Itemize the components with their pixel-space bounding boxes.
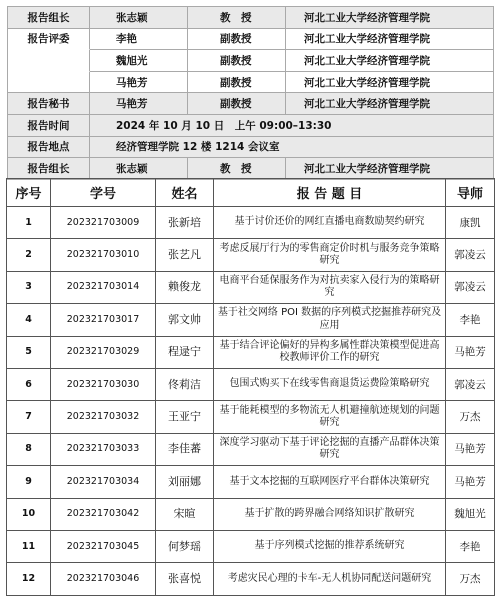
cell-no: 10 (7, 498, 51, 530)
cell-no: 3 (7, 271, 51, 303)
table-row (7, 304, 495, 336)
time-value: 2024 年 10 月 10 日 上午 09:00–13:30 (90, 115, 494, 137)
cell-report-title: 基于文本挖掘的互联网医疗平台群体决策研究 (214, 466, 446, 498)
cell-advisor: 李艳 (446, 304, 495, 336)
cell-student-id: 202321703029 (51, 336, 156, 368)
cell-report-title: 基于结合评论偏好的异构多属性群决策模型促进高校教师评价工作的研究 (214, 336, 446, 368)
header-no: 序号 (7, 179, 51, 207)
table-row (7, 530, 495, 562)
cell-name: 刘丽娜 (156, 466, 214, 498)
table-header-row (7, 179, 495, 207)
cell-no: 1 (7, 207, 51, 239)
cell-advisor: 郭凌云 (446, 271, 495, 303)
cell-advisor: 康凯 (446, 207, 495, 239)
info-name: 马艳芳 (90, 93, 188, 115)
table-row (7, 563, 495, 595)
info-org: 河北工业大学经济管理学院 (286, 50, 494, 72)
info-title: 副教授 (188, 29, 286, 51)
info-row-judge (8, 50, 494, 72)
info-title: 教 授 (188, 158, 286, 180)
table-row (7, 466, 495, 498)
committee-info-table (7, 6, 494, 180)
cell-no: 12 (7, 563, 51, 595)
info-label: 报告组长 (8, 158, 90, 180)
info-org: 河北工业大学经济管理学院 (286, 93, 494, 115)
cell-student-id: 202321703042 (51, 498, 156, 530)
header-student-id: 学号 (51, 179, 156, 207)
cell-advisor: 万杰 (446, 563, 495, 595)
time-label: 报告时间 (8, 115, 90, 137)
info-org: 河北工业大学经济管理学院 (286, 7, 494, 29)
info-title: 教 授 (188, 7, 286, 29)
cell-report-title: 基于扩散的跨界融合网络知识扩散研究 (214, 498, 446, 530)
cell-no: 4 (7, 304, 51, 336)
cell-student-id: 202321703017 (51, 304, 156, 336)
cell-name: 佟莉洁 (156, 368, 214, 400)
info-row-leader-repeat (8, 158, 494, 180)
place-value: 经济管理学院 12 楼 1214 会议室 (90, 137, 494, 159)
cell-name: 程逯宁 (156, 336, 214, 368)
info-org: 河北工业大学经济管理学院 (286, 158, 494, 180)
cell-advisor: 万杰 (446, 401, 495, 433)
cell-report-title: 基于能耗模型的多物流无人机避撞航迹规划的问题研究 (214, 401, 446, 433)
cell-report-title: 基于讨价还价的网红直播电商数励契约研究 (214, 207, 446, 239)
info-label: 报告组长 (8, 7, 90, 29)
cell-student-id: 202321703033 (51, 433, 156, 465)
table-row (7, 336, 495, 368)
info-row-time (8, 115, 494, 137)
table-row (7, 401, 495, 433)
info-label: 报告评委 (8, 29, 90, 51)
info-org: 河北工业大学经济管理学院 (286, 29, 494, 51)
cell-no: 11 (7, 530, 51, 562)
cell-advisor: 马艳芳 (446, 433, 495, 465)
table-body (7, 207, 495, 596)
cell-no: 6 (7, 368, 51, 400)
cell-advisor: 郭凌云 (446, 368, 495, 400)
cell-name: 张新培 (156, 207, 214, 239)
header-report-title: 报 告 题 目 (214, 179, 446, 207)
cell-name: 宋暄 (156, 498, 214, 530)
cell-report-title: 电商平台延保服务作为对抗卖家入侵行为的策略研究 (214, 271, 446, 303)
table-row (7, 239, 495, 271)
info-title: 副教授 (188, 50, 286, 72)
cell-advisor: 马艳芳 (446, 336, 495, 368)
info-name: 张志颖 (90, 158, 188, 180)
info-title: 副教授 (188, 72, 286, 94)
header-name: 姓名 (156, 179, 214, 207)
cell-name: 赖俊龙 (156, 271, 214, 303)
cell-no: 9 (7, 466, 51, 498)
info-label: 报告秘书 (8, 93, 90, 115)
info-row-judge (8, 29, 494, 51)
cell-report-title: 考虑反展厅行为的零售商定价时机与服务竞争策略研究 (214, 239, 446, 271)
cell-advisor: 李艳 (446, 530, 495, 562)
cell-student-id: 202321703010 (51, 239, 156, 271)
cell-advisor: 魏旭光 (446, 498, 495, 530)
info-row-leader (8, 7, 494, 29)
info-label (8, 50, 90, 72)
info-row-judge (8, 72, 494, 94)
info-label (8, 72, 90, 94)
cell-student-id: 202321703030 (51, 368, 156, 400)
info-row-place (8, 137, 494, 159)
cell-no: 7 (7, 401, 51, 433)
info-name: 马艳芳 (90, 72, 188, 94)
cell-advisor: 马艳芳 (446, 466, 495, 498)
cell-name: 张艺凡 (156, 239, 214, 271)
report-schedule-table (6, 178, 495, 596)
cell-no: 5 (7, 336, 51, 368)
table-row (7, 271, 495, 303)
info-org: 河北工业大学经济管理学院 (286, 72, 494, 94)
cell-student-id: 202321703009 (51, 207, 156, 239)
header-advisor: 导师 (446, 179, 495, 207)
cell-name: 郭文帅 (156, 304, 214, 336)
cell-report-title: 基于社交网络 POI 数据的序列模式挖掘推荐研究及应用 (214, 304, 446, 336)
table-row (7, 433, 495, 465)
cell-report-title: 基于序列模式挖掘的推荐系统研究 (214, 530, 446, 562)
place-label: 报告地点 (8, 137, 90, 159)
cell-report-title: 包围式购买下在线零售商退货运费险策略研究 (214, 368, 446, 400)
cell-report-title: 深度学习驱动下基于评论挖掘的直播产品群体决策研究 (214, 433, 446, 465)
cell-name: 王亚宁 (156, 401, 214, 433)
cell-name: 张喜悦 (156, 563, 214, 595)
cell-advisor: 郭凌云 (446, 239, 495, 271)
info-name: 张志颖 (90, 7, 188, 29)
info-name: 魏旭光 (90, 50, 188, 72)
cell-student-id: 202321703032 (51, 401, 156, 433)
table-row (7, 207, 495, 239)
cell-report-title: 考虑灾民心理的卡车-无人机协同配送问题研究 (214, 563, 446, 595)
cell-student-id: 202321703046 (51, 563, 156, 595)
cell-student-id: 202321703014 (51, 271, 156, 303)
table-row (7, 368, 495, 400)
cell-no: 2 (7, 239, 51, 271)
cell-no: 8 (7, 433, 51, 465)
info-row-secretary (8, 93, 494, 115)
info-title: 副教授 (188, 93, 286, 115)
cell-name: 李佳蕃 (156, 433, 214, 465)
cell-student-id: 202321703034 (51, 466, 156, 498)
cell-student-id: 202321703045 (51, 530, 156, 562)
cell-name: 何梦瑶 (156, 530, 214, 562)
table-row (7, 498, 495, 530)
info-name: 李艳 (90, 29, 188, 51)
